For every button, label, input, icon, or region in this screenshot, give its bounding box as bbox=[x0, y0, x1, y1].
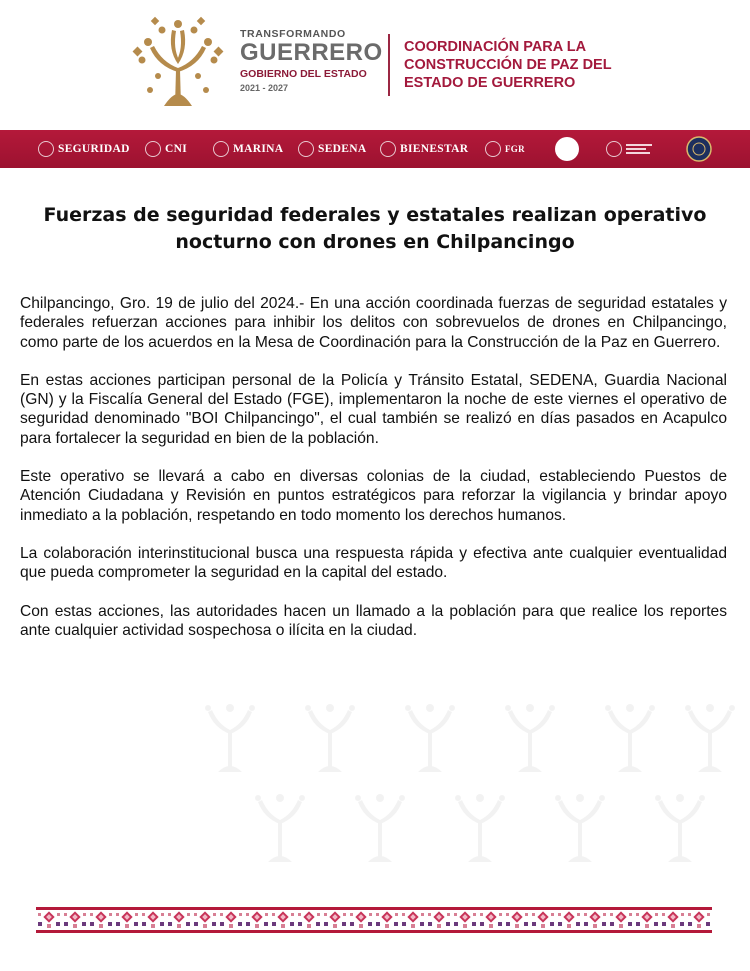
body-paragraph: Este operativo se llevará a cabo en diversas colonias de la ciudad, estableciendo Puestos de Atención Ciudadana y Revisión en puntos estratégicos para reforzar la vigilancia y brindar apoyo inmediato a la población, respetando en todo momento los derechos humanos. bbox=[20, 468, 727, 524]
partner-institutions-banner bbox=[0, 130, 750, 168]
fge-badge-icon bbox=[686, 136, 712, 162]
press-release-body bbox=[20, 294, 727, 659]
mexico-seal-icon bbox=[380, 141, 396, 157]
header-divider bbox=[388, 34, 390, 96]
logo-years: 2021 - 2027 bbox=[240, 83, 289, 93]
tree-pattern-watermark-icon bbox=[190, 690, 750, 900]
logo-government-label: GOBIERNO DEL ESTADO bbox=[240, 68, 367, 80]
partner-fgr bbox=[485, 130, 525, 168]
partner-name: FGR bbox=[505, 144, 525, 154]
partner-seguridad-publica bbox=[606, 130, 656, 168]
partner-name: SEGURIDAD bbox=[58, 143, 130, 155]
mexico-seal-icon bbox=[298, 141, 314, 157]
letterhead bbox=[0, 0, 750, 130]
coordination-title: COORDINACIÓN PARA LA CONSTRUCCIÓN DE PAZ DEL ESTADO DE GUERRERO bbox=[404, 39, 612, 91]
partner-bienestar bbox=[380, 130, 468, 168]
mexico-seal-icon bbox=[485, 141, 501, 157]
embroidery-border-icon bbox=[36, 907, 712, 933]
partner-name: SEDENA bbox=[318, 143, 367, 155]
mexico-seal-icon bbox=[213, 141, 229, 157]
body-paragraph: Con estas acciones, las autoridades hacen un llamado a la población para que realice los reportes ante cualquier actividad sospechosa o ilícita en la ciudad. bbox=[20, 602, 727, 639]
partner-marina bbox=[213, 130, 283, 168]
government-logo-text bbox=[240, 28, 383, 93]
press-release-title: Fuerzas de seguridad federales y estatales realizan operativo nocturno con drones en Chilpancingo bbox=[43, 204, 707, 253]
guardia-nacional-seal-icon bbox=[555, 137, 579, 161]
partner-guardia-nacional bbox=[555, 130, 579, 168]
mexico-seal-icon bbox=[38, 141, 54, 157]
body-paragraph: La colaboración interinstitucional busca una respuesta rápida y efectiva ante cualquier eventualidad que pueda comprometer la seguridad en la capital del estado. bbox=[20, 544, 727, 582]
body-paragraph: En estas acciones participan personal de la Policía y Tránsito Estatal, SEDENA, Guardia Nacional (GN) y la Fiscalía General del Estado (FGE), implementaron la noche de este viernes el operativo de seguridad denominado "BOI Chilpancingo", el cual también se realizó en días pasados en Acapulco para fortalecer la seguridad en bien de la población. bbox=[20, 371, 727, 447]
guerrero-seal-icon bbox=[606, 141, 622, 157]
partner-fge bbox=[686, 130, 712, 168]
body-paragraph: Chilpancingo, Gro. 19 de julio del 2024.- En una acción coordinada fuerzas de seguridad estatales y federales refuerzan acciones para inhibir los delitos con sobrevuelos de drones en Chilpancingo, como parte de los acuerdos en la Mesa de Coordinación para la Construcción de la Paz en Guerrero. bbox=[20, 295, 727, 351]
logo-tagline: TRANSFORMANDO bbox=[240, 28, 346, 40]
partner-sedena bbox=[298, 130, 366, 168]
logo-wordmark: GUERRERO bbox=[240, 39, 383, 66]
partner-cni bbox=[145, 130, 187, 168]
guerrero-tree-emblem-icon bbox=[128, 14, 228, 110]
partner-seguridad bbox=[38, 130, 130, 168]
seguridad-publica-wordmark-icon bbox=[626, 142, 656, 156]
partner-name: MARINA bbox=[233, 143, 284, 155]
partner-name: BIENESTAR bbox=[400, 143, 469, 155]
mexico-seal-icon bbox=[145, 141, 161, 157]
partner-name: CNI bbox=[165, 143, 187, 155]
